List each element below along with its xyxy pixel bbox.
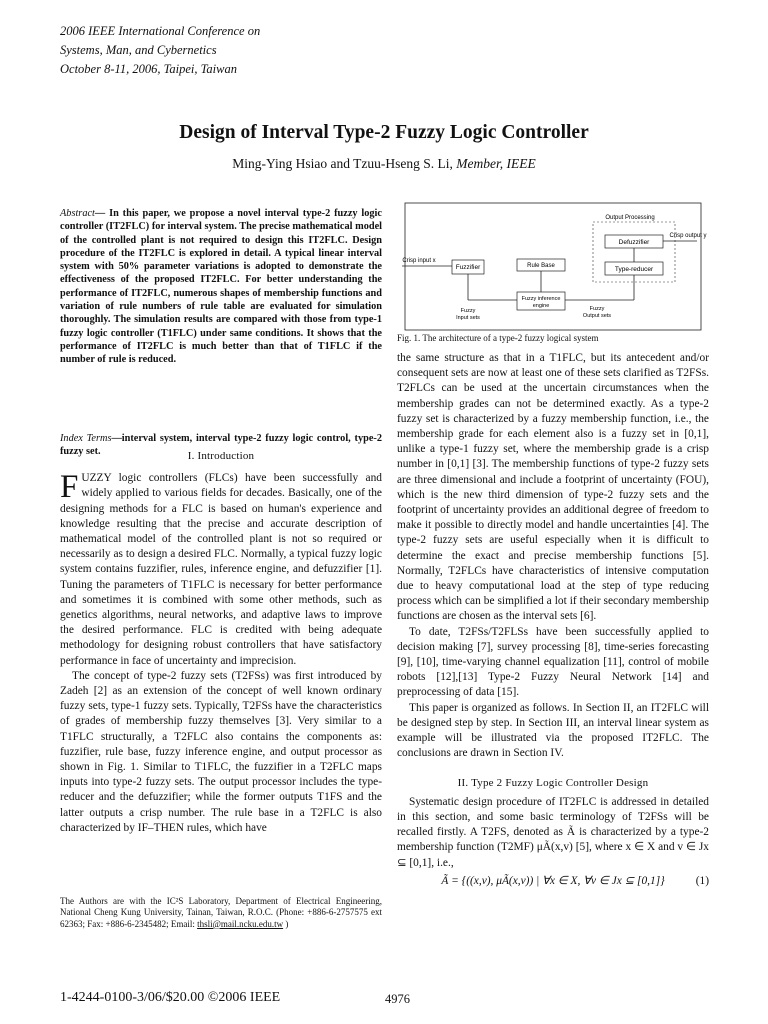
footnote-close: )	[283, 918, 289, 929]
section-heading-introduction: I. Introduction	[187, 450, 255, 462]
author-membership: Member, IEEE	[456, 156, 536, 171]
fuzzy-output-sets-label-1: Fuzzy	[589, 306, 605, 312]
crisp-input-label: Crisp input x	[402, 258, 436, 264]
rule-base-label: Rule Base	[527, 263, 555, 269]
output-processing-label: Output Processing	[605, 215, 655, 221]
footnote	[60, 896, 382, 930]
right-paragraph-4: Systematic design procedure of IT2FLC is addressed in detailed in this section, and some basic terminology of T2FSs will be recalled firstly. A T2FS, denoted as Ã is characterized by a type-2 membership function (T2MF) μÃ(x,v) [5], where x ∈ X and v ∈ Jx ⊆ [0,1], i.e.,	[397, 795, 709, 869]
index-terms-label: Index Terms	[60, 433, 112, 444]
intro-paragraph-2: The concept of type-2 fuzzy sets (T2FSs) was first introduced by Zadeh [2] as an extension of the concept of well known ordinary fuzzy sets, type-1 fuzzy sets. Typically, T2FSs have the characteristics of grades of membership fuzzy themselves [3]. Very similar to a T1FLC structurally, a T2FLC also contains the components as: fuzzifier, rule base, fuzzy inference engine, and output processor as shown in Fig. 1. Similar to T1FLC, the fuzzifier in a T2FLC maps inputs into type-2 fuzzy sets. The output processor includes the type-reducer and the defuzzifier; while the former outputs T1FS and the latter outputs a crisp number. The rule base in a T2FLC is also characterized by IF–THEN rules, which have	[60, 669, 382, 834]
intro-paragraph-1-text: UZZY logic controllers (FLCs) have been successfully and widely applied to various fields for decades. Basically, one of the designing methods for a FLC is based on human's experience and knowledge resulting that the precise and accurate description of mathematical model of the controlled plant is not so required or necessarily as to design a desired FLC. Normally, a typical fuzzy logic system contains fuzzifier, rules, inference engine, and defuzzifier [1]. Tuning the parameters of T1FLC is necessary for better performance and sometimes it is combined with some other methods, such as genetics algorithms, neural networks, and adaptive laws to improve the desired performance. FLC is credited with being adequate methodology for designing robust controllers that have satisfactory performance in face of uncertainty and imprecision.	[60, 472, 382, 667]
author-names: Ming-Ying Hsiao and Tzuu-Hseng S. Li,	[232, 156, 457, 171]
right-paragraph-3: This paper is organized as follows. In Section II, an IT2FLC will be designed step by step. In Section III, an interval linear system as example will be illustrated via the proposed IT2FLC. The conclusions are drawn in Section IV.	[397, 701, 709, 760]
footnote-text: The Authors are with the IC²S Laboratory, Department of Electrical Engineering, National Cheng Kung University, Tainan, Taiwan, R.O.C. (Phone: +886-6-2757575 ext 62363; Fax: +886-6-2345482; Email:	[60, 896, 382, 929]
paper-title: Design of Interval Type-2 Fuzzy Logic Controller	[179, 122, 589, 143]
right-paragraph-1: the same structure as that in a T1FLC, but its antecedent and/or consequent sets are now at least one of these sets clarified as T2FSs. T2FLCs can be used at the uncertain circumstances when the membership grades can not be determined exactly. As a type-2 fuzzy set is characterized by a fuzzy membership function, i.e., the membership grade for each element also is a fuzzy set in [0,1], unlike a type-1 fuzzy set, where the membership grade is a crisp number in [0,1] [3]. The membership functions of type-2 fuzzy sets are three dimensional and include a footprint of uncertainty (FOU), which is the new third dimension of type-2 fuzzy sets and the footprint of uncertainty provides an additional degree of freedom to make it possible to directly model and handle uncertainties [4]. The type-2 fuzzy sets are useful especially when it is difficult to determine the exact and precise membership functions [5]. Normally, T2FLCs have characteristics of intensive computation due to heavy computational load at the step of type reducing process which can be simplified a lot if their secondary membership functions are chosen as the interval sets [6].	[397, 352, 709, 623]
intro-paragraph-1	[60, 471, 382, 669]
inference-engine-label-2: engine	[532, 303, 550, 309]
page-number: 4976	[385, 992, 410, 1006]
equation-1-body: Ã = {((x,v), μÃ(x,v)) | ∀x ∈ X, ∀v ∈ Jx ⊆ [0,1]}	[441, 874, 665, 887]
crisp-output-label: Crisp output y	[669, 233, 707, 239]
right-paragraph-2: To date, T2FSs/T2FLSs have been successfully applied to decision making [7], survey processing [8], time-series forecasting [9], [10], time-varying channel equalization [11], control of mobile robots [12],[13] Type-2 Fuzzy Neural Network [14] and preprocessing of data [15].	[397, 625, 709, 699]
figure-caption: Fig. 1. The architecture of a type-2 fuzzy logical system	[397, 333, 599, 343]
fuzzy-input-sets-label-2: Input sets	[456, 315, 480, 321]
fuzzifier-label: Fuzzifier	[455, 264, 481, 271]
conference-line-1: 2006 IEEE International Conference on	[60, 24, 261, 38]
index-terms-text: —interval system, interval type-2 fuzzy logic control, type-2 fuzzy set.	[60, 433, 382, 458]
section-introduction	[60, 449, 382, 836]
footnote-email[interactable]: thsli@mail.ncku.edu.tw	[197, 918, 284, 929]
conference-line-3: October 8-11, 2006, Taipei, Taiwan	[60, 62, 237, 76]
inference-engine-label-1: Fuzzy inference	[521, 296, 561, 302]
defuzzifier-label: Defuzzifier	[618, 239, 650, 246]
abstract	[60, 207, 382, 367]
right-column	[397, 351, 709, 889]
equation-1-number: (1)	[695, 874, 709, 887]
architecture-figure	[397, 200, 709, 332]
fuzzy-output-sets-label-2: Output sets	[582, 313, 612, 319]
conference-info	[60, 22, 260, 79]
abstract-label: Abstract	[60, 208, 95, 219]
dropcap: F	[60, 469, 79, 506]
conference-line-2: Systems, Man, and Cybernetics	[60, 43, 217, 57]
section-heading-design: II. Type 2 Fuzzy Logic Controller Design	[457, 777, 649, 790]
type-reducer-label: Type-reducer	[614, 266, 654, 273]
copyright-isbn: 1-4244-0100-3/06/$20.00 ©2006 IEEE	[60, 990, 281, 1005]
equation-1	[397, 874, 709, 889]
fuzzy-input-sets-label-1: Fuzzy	[460, 308, 476, 314]
abstract-text: — In this paper, we propose a novel interval type-2 fuzzy logic controller (IT2FLC) for interval system. The precise mathematical model of the controlled plant is not required to design this IT2FLC. Design procedure of the IT2FLC is explored in detail. A typical linear interval system with 50% parameter variations is adopted to demonstrate the effectiveness of the proposed IT2FLC. For better understanding the performance of IT2FLC, numerous shapes of membership functions and variation of rule numbers of rule table are evaluated for simulation thoroughly. The simulation results are compared with those from type-1 fuzzy logic controller (T1FLC) under same conditions. It shows that the performance of IT2FLC is much better than that of T1FLC if the number of rule is reduced.	[60, 208, 382, 366]
authors	[0, 156, 768, 172]
